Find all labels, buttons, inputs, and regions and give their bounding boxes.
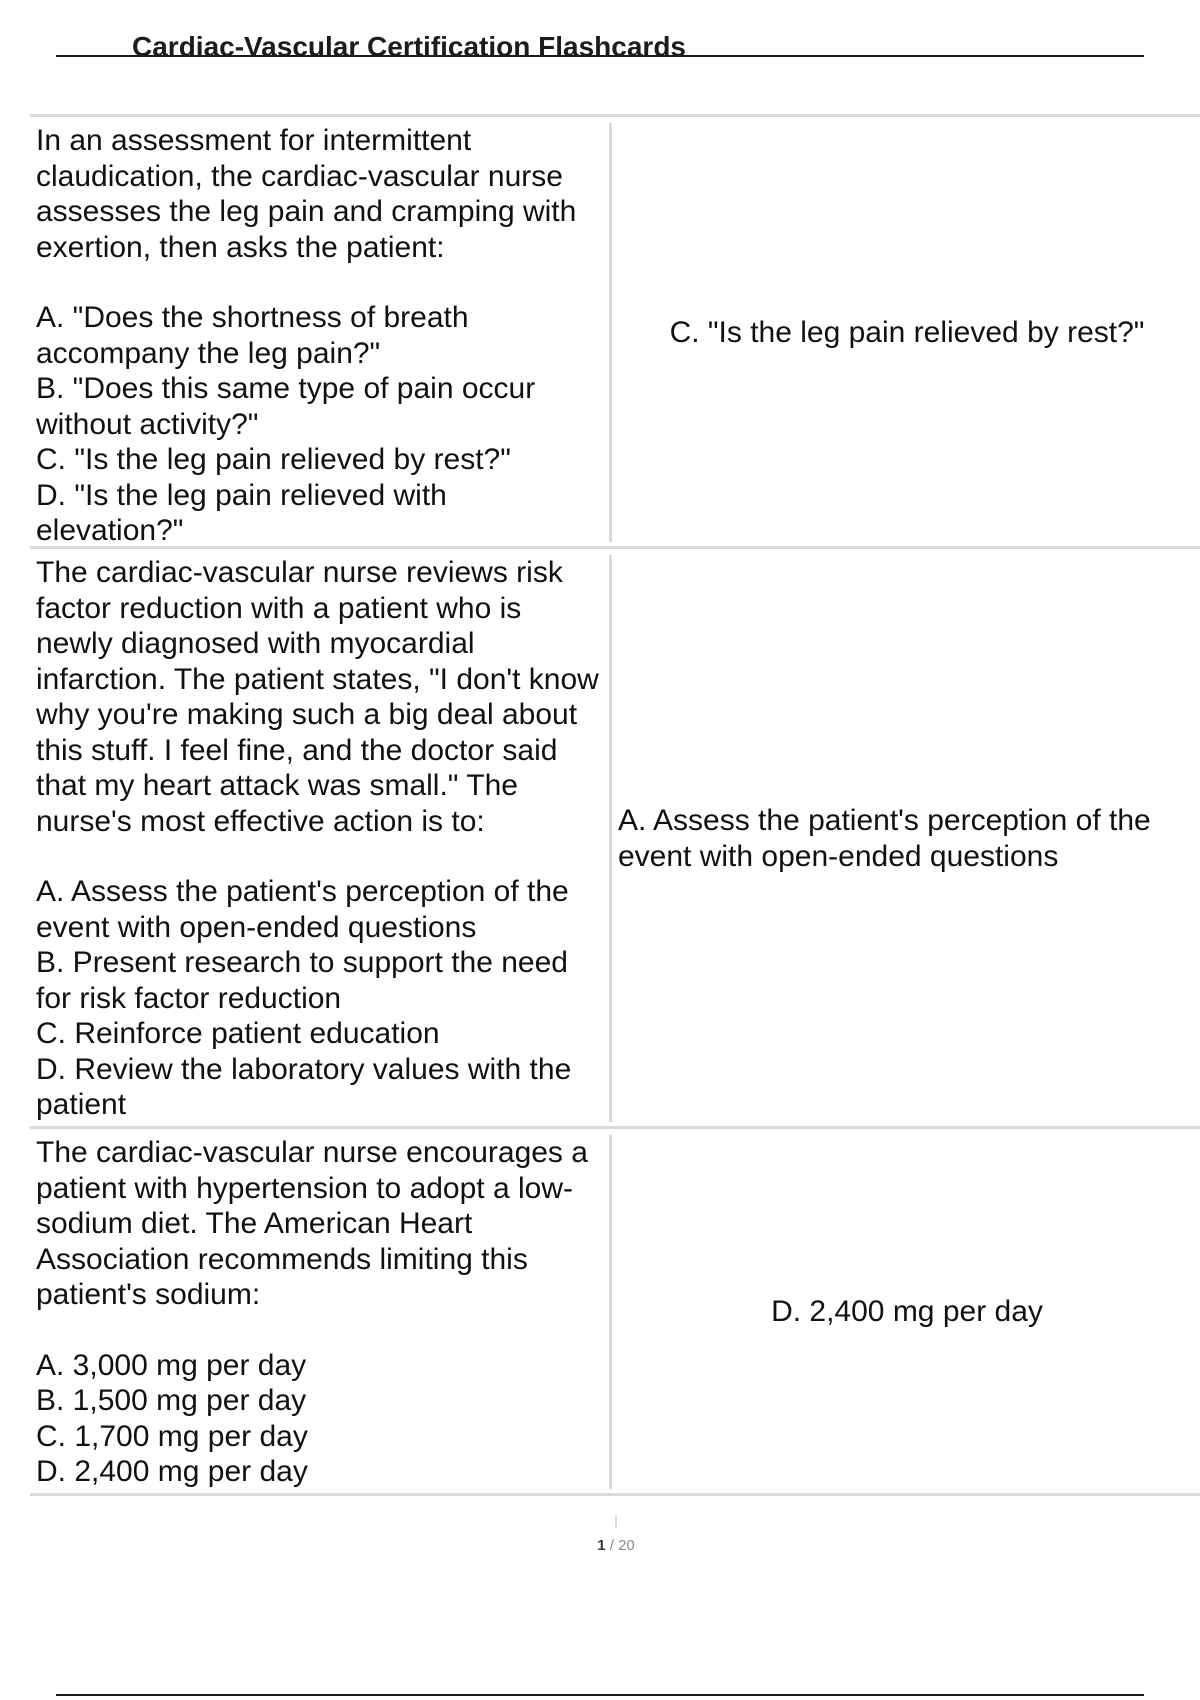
flashcard <box>30 117 1200 549</box>
answer-cell <box>614 1135 1200 1489</box>
column-divider-stub <box>615 1516 617 1528</box>
question-cell <box>30 123 607 547</box>
question-cell <box>30 555 607 1122</box>
answer-text: C. "Is the leg pain relieved by rest?" <box>669 315 1145 349</box>
footer-rule <box>56 1694 1144 1696</box>
answer-cell <box>614 123 1200 542</box>
option-c: C. Reinforce patient education <box>36 1017 440 1050</box>
flashcard-table <box>30 114 1200 1496</box>
option-c: C. 1,700 mg per day <box>36 1419 308 1453</box>
question-cell <box>30 1135 607 1489</box>
option-d: D. 2,400 mg per day <box>36 1455 308 1488</box>
option-d: D. "Is the leg pain relieved with elevation?" <box>36 478 447 547</box>
header <box>56 30 1144 64</box>
column-divider <box>609 1135 612 1489</box>
option-b: B. 1,500 mg per day <box>36 1384 307 1417</box>
column-divider <box>609 123 612 542</box>
column-divider <box>609 555 612 1122</box>
answer-cell <box>614 555 1200 1122</box>
option-a: A. 3,000 mg per day <box>36 1348 307 1382</box>
option-a: A. Assess the patient's perception of the event with open-ended questions <box>36 875 569 944</box>
flashcard <box>30 1129 1200 1496</box>
question-text: The cardiac-vascular nurse reviews risk factor reduction with a patient who is newly diagnosed with myocardial infarction. The patient states, "I don't know why you're making such a big deal about this stuff. I feel fine, and the doctor said that my heart attack was small." The nurse's most effective action is to: <box>36 556 599 838</box>
answer-text: A. Assess the patient's perception of the event with open-ended questions <box>618 804 1151 873</box>
page-current: 1 <box>597 1537 606 1554</box>
option-c: C. "Is the leg pain relieved by rest?" <box>36 443 511 476</box>
question-text: The cardiac-vascular nurse encourages a patient with hypertension to adopt a low-sodium diet. The American Heart Association recommends limiting this patient's sodium: <box>36 1136 588 1311</box>
page-total: 20 <box>618 1537 635 1554</box>
page-separator: / <box>605 1537 619 1554</box>
option-a: A. "Does the shortness of breath accompany the leg pain?" <box>36 301 469 370</box>
answer-text: D. 2,400 mg per day <box>771 1295 1043 1329</box>
question-text: In an assessment for intermittent claudication, the cardiac-vascular nurse assesses the leg pain and cramping with exertion, then asks the patient: <box>36 124 577 264</box>
page-number <box>0 1537 1200 1554</box>
option-b: B. "Does this same type of pain occur without activity?" <box>36 372 536 441</box>
flashcard <box>30 549 1200 1129</box>
option-d: D. Review the laboratory values with the patient <box>36 1052 572 1121</box>
option-b: B. Present research to support the need for risk factor reduction <box>36 946 568 1015</box>
page-title: Cardiac-Vascular Certification Flashcards <box>132 31 686 62</box>
